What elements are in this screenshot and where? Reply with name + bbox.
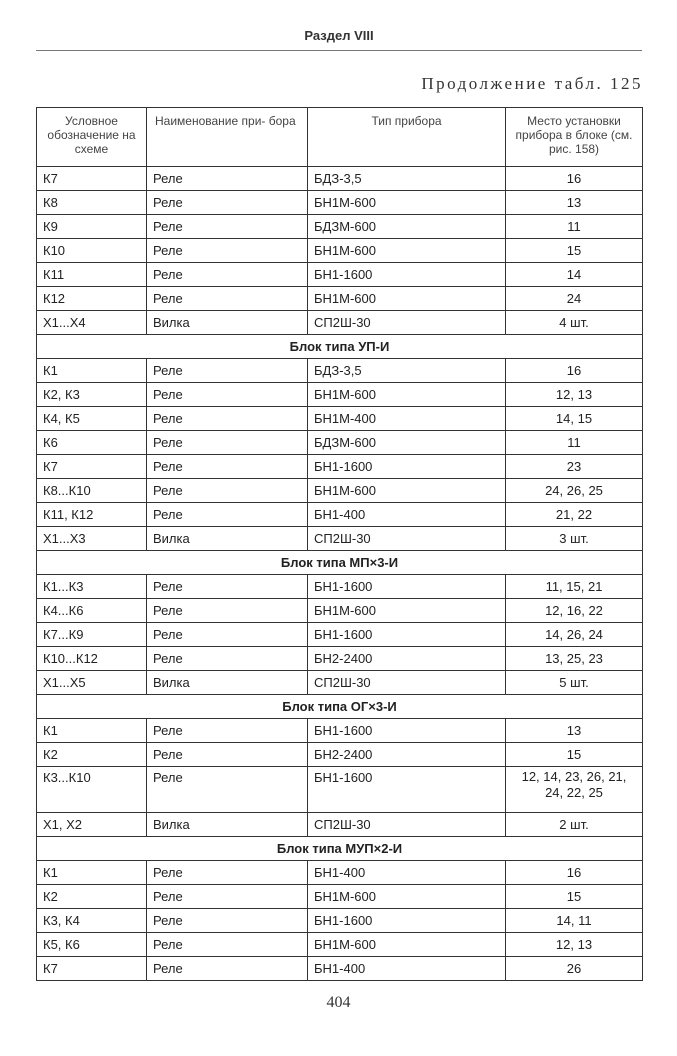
cell-location: 15 [506, 743, 643, 767]
cell-type: БН1М-600 [308, 479, 506, 503]
cell-type: БН1М-600 [308, 383, 506, 407]
cell-type: СП2Ш-30 [308, 527, 506, 551]
table-row [37, 455, 643, 479]
cell-name: Реле [147, 407, 308, 431]
cell-name: Реле [147, 383, 308, 407]
table-row [37, 431, 643, 455]
cell-designation: К5, К6 [37, 933, 147, 957]
cell-type: БН1М-600 [308, 239, 506, 263]
cell-name: Реле [147, 909, 308, 933]
group-title: Блок типа МУП×2-И [37, 837, 643, 861]
cell-location: 26 [506, 957, 643, 981]
table-row [37, 909, 643, 933]
cell-type: СП2Ш-30 [308, 813, 506, 837]
cell-type: БДЗ-3,5 [308, 167, 506, 191]
cell-type: БН1М-600 [308, 933, 506, 957]
group-title: Блок типа МП×3-И [37, 551, 643, 575]
table-row [37, 647, 643, 671]
cell-name: Вилка [147, 671, 308, 695]
cell-type: БН1-1600 [308, 767, 506, 813]
table-row [37, 311, 643, 335]
cell-designation: К4...К6 [37, 599, 147, 623]
cell-designation: К2, К3 [37, 383, 147, 407]
cell-type: БН2-2400 [308, 647, 506, 671]
table-continuation-label: Продолжение табл. 125 [421, 74, 643, 93]
table-row [37, 575, 643, 599]
cell-name: Реле [147, 479, 308, 503]
table-row [37, 885, 643, 909]
table-row [37, 813, 643, 837]
cell-type: БН1-1600 [308, 909, 506, 933]
cell-designation: К2 [37, 743, 147, 767]
cell-name: Реле [147, 503, 308, 527]
cell-location: 13 [506, 719, 643, 743]
cell-name: Реле [147, 359, 308, 383]
cell-name: Реле [147, 599, 308, 623]
table-row [37, 527, 643, 551]
cell-name: Реле [147, 767, 308, 813]
table-row [37, 287, 643, 311]
cell-type: БДЗ-3,5 [308, 359, 506, 383]
table-row [37, 861, 643, 885]
group-title: Блок типа УП-И [37, 335, 643, 359]
cell-name: Реле [147, 885, 308, 909]
cell-type: БДЗМ-600 [308, 215, 506, 239]
cell-type: БДЗМ-600 [308, 431, 506, 455]
table-row [37, 191, 643, 215]
cell-designation: К8...К10 [37, 479, 147, 503]
header-name: Наименование при- бора [147, 108, 308, 167]
cell-location: 13, 25, 23 [506, 647, 643, 671]
cell-location: 2 шт. [506, 813, 643, 837]
cell-name: Реле [147, 455, 308, 479]
cell-designation: К11 [37, 263, 147, 287]
cell-type: БН1-400 [308, 957, 506, 981]
cell-name: Реле [147, 263, 308, 287]
cell-name: Реле [147, 647, 308, 671]
cell-designation: Х1...Х4 [37, 311, 147, 335]
table-row [37, 743, 643, 767]
cell-designation: Х1, Х2 [37, 813, 147, 837]
cell-designation: К1...К3 [37, 575, 147, 599]
cell-name: Реле [147, 191, 308, 215]
header-type: Тип прибора [308, 108, 506, 167]
cell-designation: К12 [37, 287, 147, 311]
table-row [37, 933, 643, 957]
cell-location: 14 [506, 263, 643, 287]
cell-location: 3 шт. [506, 527, 643, 551]
cell-location: 14, 11 [506, 909, 643, 933]
table-row [37, 957, 643, 981]
table-header-row [37, 108, 643, 167]
cell-location: 16 [506, 861, 643, 885]
section-header: Раздел VIII [304, 28, 374, 43]
cell-type: БН1-1600 [308, 719, 506, 743]
cell-designation: К10...К12 [37, 647, 147, 671]
cell-name: Реле [147, 575, 308, 599]
cell-type: БН1М-400 [308, 407, 506, 431]
cell-type: БН1-400 [308, 503, 506, 527]
group-title-row [37, 837, 643, 861]
cell-designation: К1 [37, 719, 147, 743]
cell-type: БН1-400 [308, 861, 506, 885]
table-row [37, 263, 643, 287]
cell-location: 5 шт. [506, 671, 643, 695]
cell-name: Вилка [147, 527, 308, 551]
table-row [37, 407, 643, 431]
table-row [37, 599, 643, 623]
cell-designation: К9 [37, 215, 147, 239]
table-row [37, 719, 643, 743]
device-table [36, 107, 643, 981]
table-row [37, 359, 643, 383]
page-number: 404 [326, 994, 351, 1011]
cell-location: 15 [506, 239, 643, 263]
cell-type: БН1-1600 [308, 575, 506, 599]
cell-designation: К11, К12 [37, 503, 147, 527]
cell-type: БН1-1600 [308, 263, 506, 287]
cell-designation: К7 [37, 455, 147, 479]
group-title: Блок типа ОГ×3-И [37, 695, 643, 719]
cell-designation: К1 [37, 359, 147, 383]
table-row [37, 767, 643, 813]
cell-name: Реле [147, 719, 308, 743]
cell-location: 12, 14, 23, 26, 21, 24, 22, 25 [506, 767, 643, 813]
cell-location: 15 [506, 885, 643, 909]
cell-designation: К8 [37, 191, 147, 215]
table-body [37, 167, 643, 981]
cell-name: Реле [147, 431, 308, 455]
cell-name: Реле [147, 957, 308, 981]
table-row [37, 239, 643, 263]
header-location: Место установки прибора в блоке (см. рис. 158) [506, 108, 643, 167]
table-row [37, 167, 643, 191]
cell-location: 12, 13 [506, 383, 643, 407]
cell-location: 16 [506, 359, 643, 383]
cell-location: 14, 26, 24 [506, 623, 643, 647]
cell-location: 21, 22 [506, 503, 643, 527]
cell-designation: К3...К10 [37, 767, 147, 813]
cell-type: СП2Ш-30 [308, 671, 506, 695]
cell-location: 13 [506, 191, 643, 215]
cell-name: Реле [147, 743, 308, 767]
cell-location: 4 шт. [506, 311, 643, 335]
cell-location: 11 [506, 215, 643, 239]
cell-name: Реле [147, 861, 308, 885]
cell-location: 11, 15, 21 [506, 575, 643, 599]
table-row [37, 671, 643, 695]
cell-type: БН1М-600 [308, 191, 506, 215]
cell-designation: К7 [37, 957, 147, 981]
cell-location: 24 [506, 287, 643, 311]
cell-type: БН1М-600 [308, 599, 506, 623]
table-row [37, 503, 643, 527]
cell-name: Реле [147, 215, 308, 239]
cell-location: 23 [506, 455, 643, 479]
table-row [37, 215, 643, 239]
cell-designation: Х1...Х5 [37, 671, 147, 695]
cell-location: 11 [506, 431, 643, 455]
table-row [37, 623, 643, 647]
cell-designation: К7...К9 [37, 623, 147, 647]
cell-type: БН2-2400 [308, 743, 506, 767]
cell-name: Реле [147, 933, 308, 957]
cell-type: БН1М-600 [308, 885, 506, 909]
cell-name: Реле [147, 623, 308, 647]
cell-type: БН1-1600 [308, 623, 506, 647]
table-row [37, 479, 643, 503]
group-title-row [37, 335, 643, 359]
cell-name: Реле [147, 239, 308, 263]
cell-type: БН1-1600 [308, 455, 506, 479]
cell-name: Вилка [147, 813, 308, 837]
cell-location: 24, 26, 25 [506, 479, 643, 503]
cell-designation: К1 [37, 861, 147, 885]
header-designation: Условное обозначение на схеме [37, 108, 147, 167]
cell-designation: К7 [37, 167, 147, 191]
cell-type: БН1М-600 [308, 287, 506, 311]
table-row [37, 383, 643, 407]
group-title-row [37, 551, 643, 575]
header-rule [36, 50, 642, 51]
cell-designation: Х1...Х3 [37, 527, 147, 551]
cell-name: Реле [147, 167, 308, 191]
cell-type: СП2Ш-30 [308, 311, 506, 335]
cell-designation: К2 [37, 885, 147, 909]
cell-location: 12, 16, 22 [506, 599, 643, 623]
group-title-row [37, 695, 643, 719]
cell-location: 14, 15 [506, 407, 643, 431]
cell-name: Вилка [147, 311, 308, 335]
cell-designation: К10 [37, 239, 147, 263]
cell-designation: К6 [37, 431, 147, 455]
cell-designation: К4, К5 [37, 407, 147, 431]
cell-location: 16 [506, 167, 643, 191]
cell-designation: К3, К4 [37, 909, 147, 933]
cell-name: Реле [147, 287, 308, 311]
cell-location: 12, 13 [506, 933, 643, 957]
